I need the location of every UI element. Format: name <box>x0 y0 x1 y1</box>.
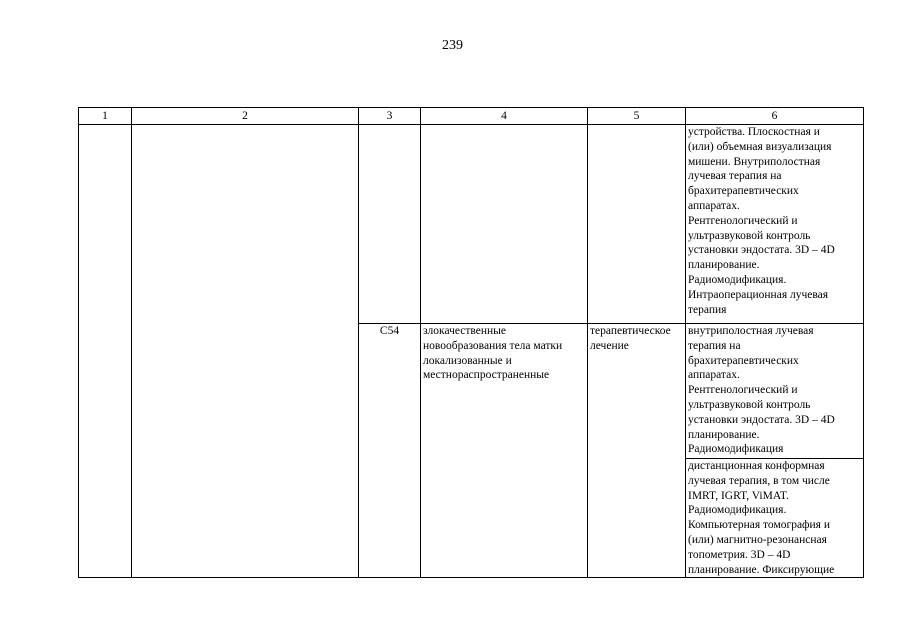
cell-method-conformal: дистанционная конформная лучевая терапия, в том числе IMRT, IGRT, ViMAT. Радиомодификация. Компьютерная томография и (или) магнитно-резонансная топометрия. 3D – 4D планирование. Фиксирующие <box>686 459 864 578</box>
column-header-1: 1 <box>79 108 132 125</box>
cell-icd-code: C54 <box>359 324 421 578</box>
table-row-continued <box>79 125 864 324</box>
page-number: 239 <box>442 38 463 53</box>
cell-method-continued: устройства. Плоскостная и (или) объемная визуализация мишени. Внутриполостная лучевая терапия на брахитерапевтических аппаратах. Рентгенологический и ультразвуковой контроль установки эндостата. 3D – 4D планирование. Радиомодификация. Интраоперационная лучевая терапия <box>686 125 864 324</box>
cell-col2-empty <box>132 125 359 578</box>
column-header-3: 3 <box>359 108 421 125</box>
column-header-4: 4 <box>421 108 588 125</box>
cell-code-empty <box>359 125 421 324</box>
cell-treatment-type: терапевтическое лечение <box>588 324 686 578</box>
cell-method-intracavitary: внутриполостная лучевая терапия на брахитерапевтических аппаратах. Рентгенологический и ультразвуковой контроль установки эндостата. 3D – 4D планирование. Радиомодификация <box>686 324 864 459</box>
cell-diagnosis-empty <box>421 125 588 324</box>
cell-col1-empty <box>79 125 132 578</box>
medical-care-table <box>78 107 864 578</box>
table-header-row <box>79 108 864 125</box>
column-header-2: 2 <box>132 108 359 125</box>
cell-treatment-empty <box>588 125 686 324</box>
cell-diagnosis: злокачественные новообразования тела матки локализованные и местнораспространенные <box>421 324 588 578</box>
column-header-6: 6 <box>686 108 864 125</box>
column-header-5: 5 <box>588 108 686 125</box>
